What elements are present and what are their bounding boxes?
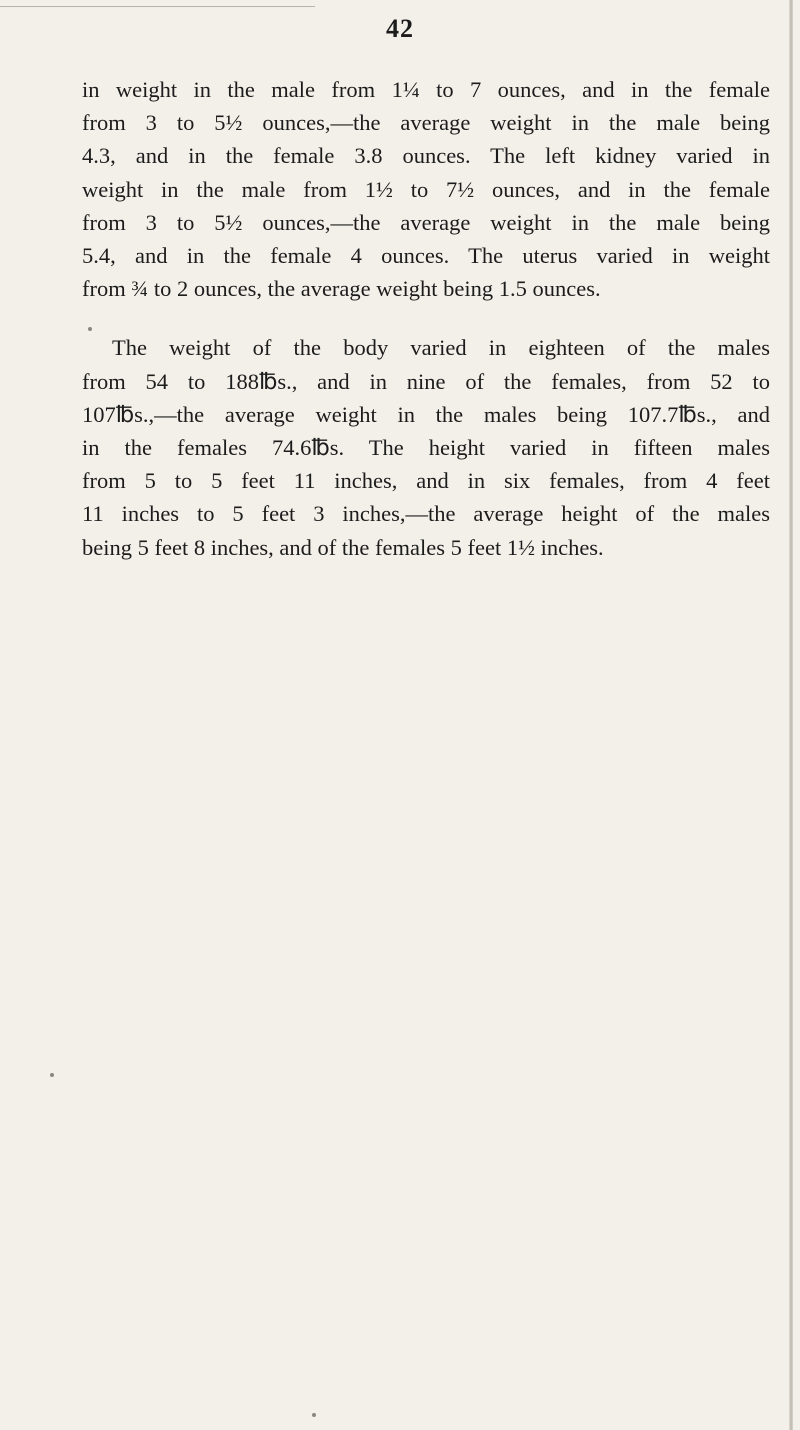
text-line: from 3 to 5½ ounces,—the average weight in the male being: [82, 110, 770, 136]
text-line: The weight of the body varied in eighteen of the males: [112, 335, 770, 361]
text-line: 4.3, and in the female 3.8 ounces. The left kidney varied in: [82, 143, 770, 169]
top-edge-rule: [0, 6, 315, 7]
paragraph-body-weight-height: [82, 331, 770, 563]
text-line: in weight in the male from 1¼ to 7 ounces, and in the female: [82, 77, 770, 102]
text-line: being 5 feet 8 inches, and of the females 5 feet 1½ inches.: [82, 534, 604, 560]
text-line: from ¾ to 2 ounces, the average weight being 1.5 ounces.: [82, 276, 601, 302]
text-line: from 5 to 5 feet 11 inches, and in six females, from 4 feet: [82, 468, 770, 494]
paper-speck: [88, 327, 92, 331]
text-line: from 3 to 5½ ounces,—the average weight in the male being: [82, 209, 770, 235]
text-line: 11 inches to 5 feet 3 inches,—the average height of the males: [82, 501, 770, 527]
page-number: 42: [386, 14, 414, 43]
paper-speck: [312, 1413, 316, 1417]
paper-speck: [50, 1073, 54, 1077]
text-line: 107℔s.,—the average weight in the males being 107.7℔s., and: [82, 401, 770, 427]
page-spine-edge: [789, 0, 793, 1430]
paragraph-organ-weights: [82, 73, 770, 305]
text-line: 5.4, and in the female 4 ounces. The uterus varied in weight: [82, 243, 770, 269]
paragraph-gap: [82, 305, 770, 331]
text-line: in the females 74.6℔s. The height varied in fifteen males: [82, 435, 770, 461]
text-line: weight in the male from 1½ to 7½ ounces, and in the female: [82, 176, 770, 202]
body-text: [82, 73, 770, 564]
text-line: from 54 to 188℔s., and in nine of the females, from 52 to: [82, 368, 770, 394]
